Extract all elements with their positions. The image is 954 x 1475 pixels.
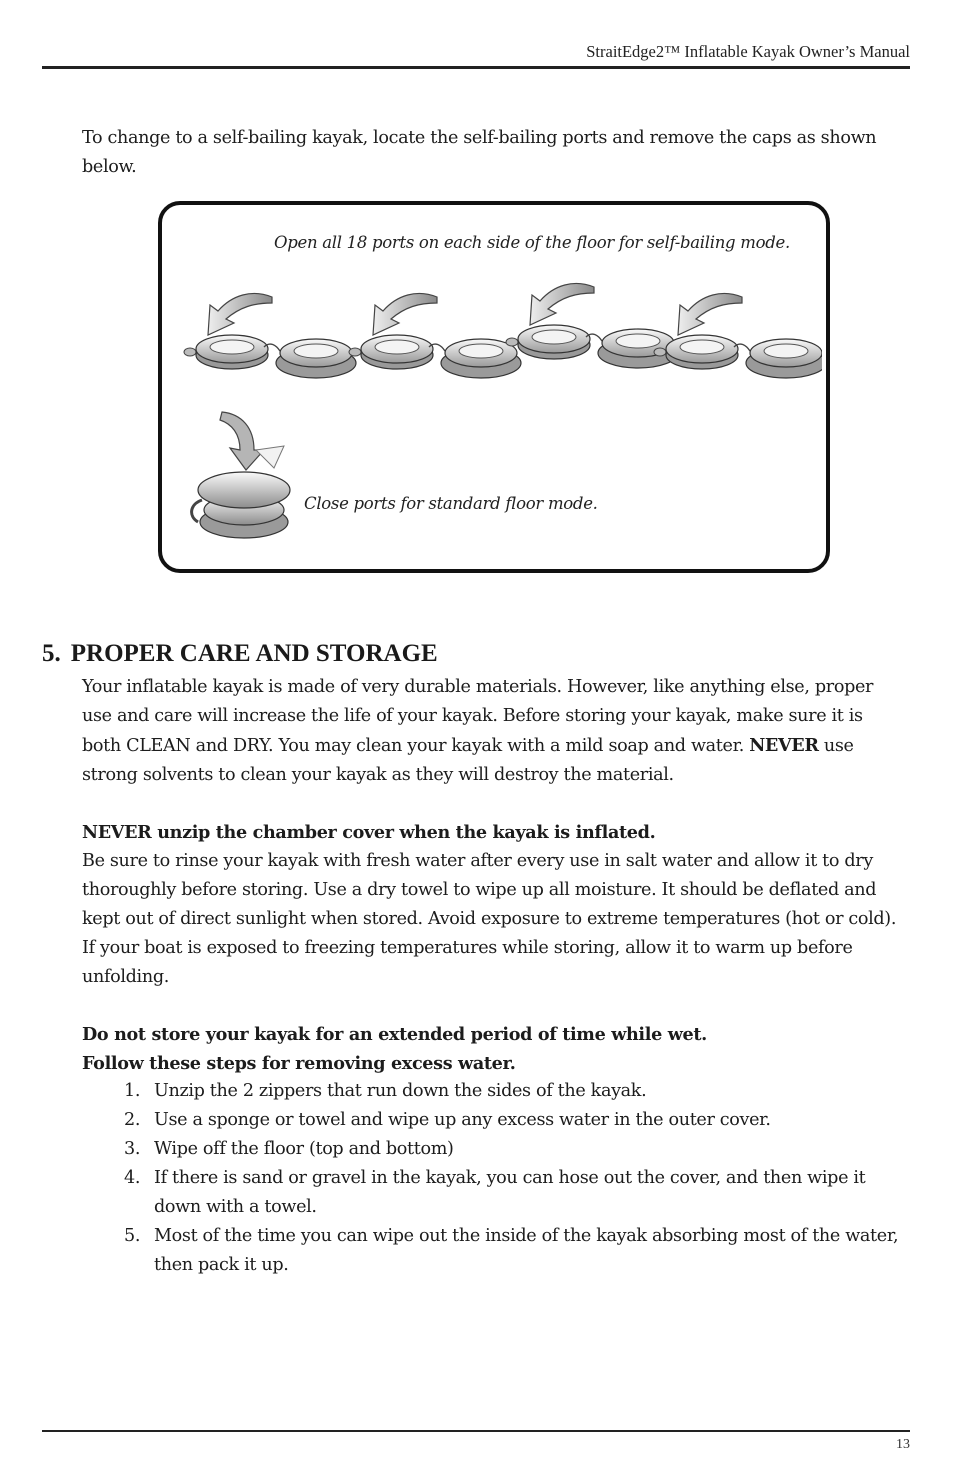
step-text: If there is sand or gravel in the kayak, you can hose out the cover, and then wipe it down with a towel. <box>154 1168 866 1217</box>
section-title: PROPER CARE AND STORAGE <box>70 640 438 667</box>
step-number: 1. <box>124 1081 141 1101</box>
intro-paragraph: To change to a self-bailing kayak, locate the self-bailing ports and remove the caps as shown below. <box>82 128 877 177</box>
section-heading <box>42 640 438 668</box>
step-number: 2. <box>124 1110 141 1130</box>
list-item <box>82 1222 902 1280</box>
steps-intro: Follow these steps for removing excess water. <box>82 1053 516 1074</box>
step-text: Unzip the 2 zippers that run down the sides of the kayak. <box>154 1081 647 1101</box>
list-item <box>82 1164 902 1222</box>
step-number: 5. <box>124 1226 141 1246</box>
step-number: 3. <box>124 1139 141 1159</box>
rinse-paragraph: Be sure to rinse your kayak with fresh water after every use in salt water and allow it to dry thoroughly before storing. Use a dry towel to wipe up all moisture. It should be deflated and kept out of direct sunlight when stored. Avoid exposure to extreme temperatures (hot or cold). If your boat is exposed to freezing temperatures while storing, allow it to warm up before unfolding. <box>82 851 897 987</box>
close-ports-caption: Close ports for standard floor mode. <box>304 494 598 513</box>
step-text: Use a sponge or towel and wipe up any excess water in the outer cover. <box>154 1110 771 1130</box>
manual-title: StraitEdge2™ Inflatable Kayak Owner’s Manual <box>586 42 910 61</box>
wet-storage-warning: Do not store your kayak for an extended period of time while wet. <box>82 1024 707 1045</box>
page-number: 13 <box>896 1437 910 1452</box>
list-item <box>82 1077 902 1106</box>
chamber-warning: NEVER unzip the chamber cover when the kayak is inflated. <box>82 822 656 843</box>
care-text: Your inflatable kayak is made of very durable materials. However, like anything else, proper use and care will increase the life of your kayak. Before storing your kayak, make sure it is both CLEAN and DRY. You may clean your kayak with a mild soap and water. <box>82 677 874 756</box>
open-ports-caption: Open all 18 ports on each side of the floor for self-bailing mode. <box>274 233 790 252</box>
section-number: 5. <box>42 640 61 667</box>
header-rule <box>42 66 910 69</box>
list-item <box>82 1106 902 1135</box>
step-text: Wipe off the floor (top and bottom) <box>154 1139 454 1159</box>
never-emphasis: NEVER <box>749 735 819 756</box>
care-text-end: use strong solvents to clean your kayak as they will destroy the material. <box>82 736 854 785</box>
closed-port-illustration <box>184 410 294 550</box>
care-paragraph <box>82 673 902 790</box>
step-text: Most of the time you can wipe out the inside of the kayak absorbing most of the water, then pack it up. <box>154 1226 899 1275</box>
step-number: 4. <box>124 1168 141 1188</box>
open-ports-illustration <box>182 275 822 385</box>
water-removal-steps <box>82 1077 902 1280</box>
list-item <box>82 1135 902 1164</box>
footer-rule <box>42 1430 910 1432</box>
port-set-icon <box>184 293 356 378</box>
port-diagram-box <box>158 201 830 573</box>
